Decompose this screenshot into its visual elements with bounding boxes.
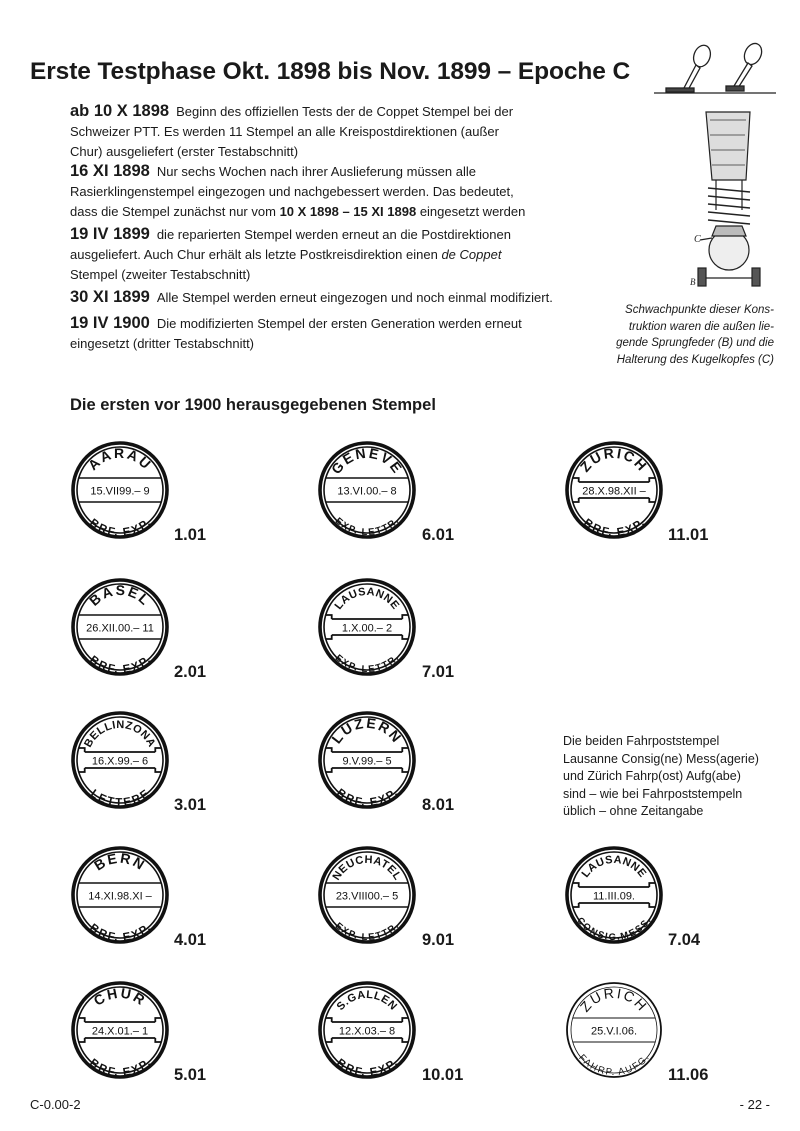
postmark-date: 14.XI.98.XI – (88, 890, 152, 903)
postmark-service: BRF. EXP. (333, 1057, 401, 1080)
fahrpost-note (563, 733, 773, 821)
entry-line: Schweizer PTT. Es werden 11 Stempel an alle Kreispostdirektionen (außer (70, 124, 499, 139)
timeline-entry (70, 224, 600, 285)
postmark-town: S.GALLEN (334, 988, 400, 1013)
postmark-9-01 (315, 843, 419, 947)
entry-line: Alle Stempel werden erneut eingezogen und noch einmal modifiziert. (156, 290, 553, 305)
entry-line: Chur) ausgeliefert (erster Testabschnitt) (70, 144, 299, 159)
postmark-11-06 (562, 978, 666, 1082)
postmark-service: BRF. EXP. (580, 517, 648, 540)
postmark-service: BRF. EXP. (86, 517, 154, 540)
caption-line: gende Sprungfeder (B) und die (616, 337, 774, 349)
stamp-number: 6.01 (422, 526, 455, 544)
caption-line: truktion waren die außen lie- (628, 320, 774, 333)
postmark-town: GENEVE (327, 444, 407, 478)
postmark-3-01 (68, 708, 172, 812)
postmark-service: BRF. EXP. (86, 654, 154, 677)
stamp-number: 9.01 (422, 931, 455, 949)
stamp-number: 10.01 (422, 1066, 464, 1084)
postmark-town: LUZERN (328, 714, 406, 747)
postmark-date: 15.VII99.– 9 (90, 485, 150, 498)
postmark-town: LAUSANNE (332, 585, 402, 612)
postmark-date: 28.X.98.XII – (582, 485, 646, 498)
section-subtitle: Die ersten vor 1900 herausgegebenen Stempel (70, 396, 436, 414)
postmark-service: BRF. EXP. (86, 922, 154, 945)
svg-text:B: B (690, 277, 696, 287)
postmark-service: LETTERE (87, 787, 152, 810)
postmark-town: ZURICH (576, 984, 652, 1015)
entry-italic: de Coppet (441, 247, 502, 262)
postmark-service: FAHRP. AUFG. (575, 1052, 653, 1079)
note-line: üblich – ohne Zeitangabe (563, 804, 704, 818)
stamp-number: 3.01 (174, 796, 207, 814)
timeline-entry (70, 287, 600, 308)
entry-date: 16 XI 1898 (70, 162, 150, 180)
postmark-date: 26.XII.00.– 11 (86, 622, 154, 635)
postmark-service: BRF. EXP. (86, 1057, 154, 1080)
page-title: Erste Testphase Okt. 1898 bis Nov. 1899 – Epoche C (30, 58, 631, 85)
entry-date: 19 IV 1900 (70, 314, 150, 332)
svg-text:C: C (694, 234, 701, 245)
postmark-5-01 (68, 978, 172, 1082)
stamp-number: 4.01 (174, 931, 207, 949)
postmark-4-01 (68, 843, 172, 947)
postmark-1-01 (68, 438, 172, 542)
footer-code: C-0.00-2 (30, 1097, 81, 1112)
postmark-date: 23.VIII00.– 5 (335, 890, 399, 903)
postmark-11-01 (562, 438, 666, 542)
postmark-date: 12.X.03.– 8 (338, 1025, 396, 1038)
postmark-town: AARAU (84, 445, 156, 474)
stamp-number: 11.01 (668, 526, 709, 544)
postmark-town: CHUR (90, 984, 150, 1009)
entry-line: eingesetzt (dritter Testabschnitt) (70, 336, 255, 351)
entry-line: Beginn des offiziellen Tests der de Coppet Stempel bei der (176, 104, 514, 119)
entry-line: eingesetzt werden (419, 204, 526, 219)
entry-line: Stempel (zweiter Testabschnitt) (70, 267, 251, 282)
postmark-town: ZURICH (576, 444, 652, 475)
stamp-number: 8.01 (422, 796, 455, 814)
postmark-2-01 (68, 575, 172, 679)
postmark-town: BERN (91, 849, 149, 874)
postmark-date: 11.III.09. (593, 890, 635, 903)
stamp-mechanism-illustration (650, 40, 780, 295)
entry-line: Rasierklingenstempel eingezogen und nachgebessert werden. Das bedeutet, (70, 184, 514, 199)
stamp-number: 7.04 (668, 931, 701, 949)
postmark-service: EXP. LETTR. (332, 652, 402, 676)
entry-line: ausgeliefert. Auch Chur erhält als letzte Postkreisdirektion einen (70, 247, 438, 262)
note-line: und Zürich Fahrp(ost) Aufg(abe) (563, 769, 741, 783)
postmark-town: NEUCHATEL (330, 853, 404, 883)
postmark-10-01 (315, 978, 419, 1082)
entry-date: ab 10 X 1898 (70, 102, 170, 120)
postmark-8-01 (315, 708, 419, 812)
stamp-number: 11.06 (668, 1066, 709, 1084)
postmark-7-04 (562, 843, 666, 947)
postmark-town: BELLINZONA (82, 718, 158, 750)
postmark-date: 13.VI.00.– 8 (337, 485, 397, 498)
timeline-entry (70, 101, 600, 162)
note-line: Lausanne Consig(ne) Mess(agerie) (563, 751, 759, 766)
entry-date: 30 XI 1899 (70, 288, 150, 306)
stamp-number: 1.01 (174, 526, 207, 544)
illustration-caption (588, 302, 774, 368)
entry-bold-range: 10 X 1898 – 15 XI 1898 (279, 204, 417, 219)
stamp-number: 5.01 (174, 1066, 207, 1084)
postmark-service: EXP. LETTR. (332, 515, 402, 539)
stamp-number: 7.01 (422, 663, 455, 681)
postmark-town: BASEL (86, 581, 155, 610)
caption-line: Halterung des Kugelkopfes (C) (616, 353, 774, 366)
postmark-date: 25.V.I.06. (590, 1025, 638, 1038)
postmark-date: 16.X.99.– 6 (91, 755, 149, 768)
timeline-entry (70, 313, 600, 354)
postmark-service: BRF. EXP. (333, 787, 401, 810)
timeline-entry (70, 161, 600, 222)
postmark-date: 24.X.01.– 1 (91, 1025, 149, 1038)
stamp-number: 2.01 (174, 663, 207, 681)
postmark-6-01 (315, 438, 419, 542)
entry-date: 19 IV 1899 (70, 225, 150, 243)
postmark-date: 1.X.00.– 2 (341, 622, 393, 635)
entry-line: Die modifizierten Stempel der ersten Generation werden erneut (156, 316, 522, 331)
entry-line: dass die Stempel zunächst nur vom (70, 204, 276, 219)
note-line: sind – wie bei Fahrpoststempeln (563, 786, 743, 801)
postmark-town: LAUSANNE (579, 853, 649, 880)
caption-line: Schwachpunkte dieser Kons- (625, 304, 774, 316)
postmark-date: 9.V.99.– 5 (342, 755, 392, 768)
postmark-7-01 (315, 575, 419, 679)
postmark-service: EXP. LETTR. (332, 920, 402, 944)
postmark-service: CONSIG.MESS. (573, 915, 655, 944)
note-line: Die beiden Fahrpoststempel (563, 734, 720, 748)
entry-line: die reparierten Stempel werden erneut an die Postdirektionen (156, 227, 511, 242)
page-number: - 22 - (739, 1097, 770, 1112)
entry-line: Nur sechs Wochen nach ihrer Auslieferung müssen alle (156, 164, 476, 179)
